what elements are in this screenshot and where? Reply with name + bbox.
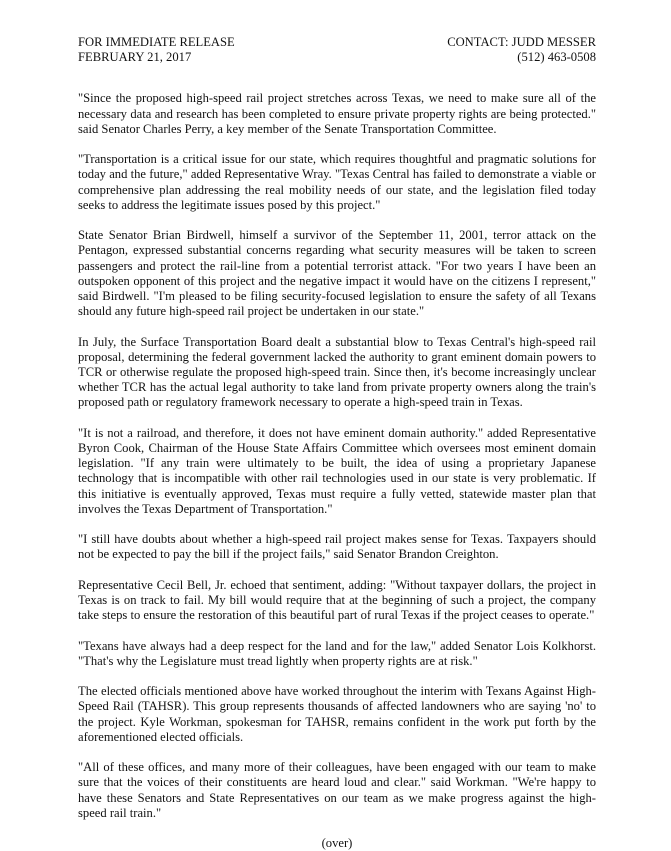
release-type: FOR IMMEDIATE RELEASE (78, 35, 235, 49)
paragraph-workman-quote: "All of these offices, and many more of their colleagues, have been engaged with our team to make sure that the voices of their constituents are heard loud and clear." said Workman. "We're happy to have these Senators and State Representatives on our team as we make progress against the high-speed rail train." (78, 760, 596, 820)
contact-phone: (512) 463-0508 (517, 50, 596, 65)
paragraph-kolkhorst-quote: "Texans have always had a deep respect for the land and for the law," added Senator Lois Kolkhorst. "That's why the Legislature must tread lightly when property rights are at risk." (78, 638, 596, 668)
release-date: FEBRUARY 21, 2017 (78, 50, 192, 65)
paragraph-stb-ruling: In July, the Surface Transportation Board dealt a substantial blow to Texas Central's high-speed rail proposal, determining the federal government lacked the authority to grant eminent domain powers to TCR or otherwise regulate the proposed high-speed train. Since then, it's become increasingly unclear whether TCR has the actual legal authority to take land from private property owners along the train's proposed path or regulatory framework necessary to operate a high-speed train in Texas. (78, 334, 596, 410)
paragraph-tahsr: The elected officials mentioned above have worked throughout the interim with Texans Against High-Speed Rail (TAHSR). This group represents thousands of affected landowners who are saying 'no' to the project. Kyle Workman, spokesman for TAHSR, remains confident in the work put forth by the aforementioned elected officials. (78, 684, 596, 744)
contact-info (447, 35, 596, 65)
continuation-note: (over) (321, 836, 353, 851)
paragraph-wray-quote: "Transportation is a critical issue for our state, which requires thoughtful and pragmatic solutions for today and the future," added Representative Wray. "Texas Central has failed to demonstrate a viable or comprehensive plan addressing the real mobility needs of our state, and the legislation filed today seeks to address the legitimate issues posed by this project." (78, 152, 596, 212)
paragraph-perry-quote: "Since the proposed high-speed rail project stretches across Texas, we need to make sure all of the necessary data and research has been completed to ensure private property rights are being protected." said Senator Charles Perry, a key member of the Senate Transportation Committee. (78, 91, 596, 136)
paragraph-bell-quote: Representative Cecil Bell, Jr. echoed that sentiment, adding: "Without taxpayer dollars, the project in Texas is on track to fail. My bill would require that at the beginning of such a project, the company take steps to ensure the restoration of this beautiful part of rural Texas if the project ceases to operate." (78, 577, 596, 623)
paragraph-birdwell-quote: State Senator Brian Birdwell, himself a survivor of the September 11, 2001, terror attack on the Pentagon, expressed substantial concerns regarding what security measures will be taken to screen passengers and protect the rail-line from a potential terrorist attack. "For two years I have been an outspoken opponent of this project and the negative impact it would have on the citizens I represent," said Birdwell. "I'm pleased to be filing security-focused legislation to ensure the safety of all Texans should any future high-speed rail project be undertaken in our state." (78, 228, 596, 319)
release-header (78, 35, 596, 65)
release-body (78, 91, 596, 821)
release-info (78, 35, 235, 65)
contact-name: CONTACT: JUDD MESSER (447, 35, 596, 49)
paragraph-cook-quote: "It is not a railroad, and therefore, it does not have eminent domain authority." added Representative Byron Cook, Chairman of the House State Affairs Committee which oversees most eminent domain legislation. "If any train were ultimately to be built, the idea of using a proprietary Japanese technology that is incompatible with other rail technologies used in our state is very problematic. If this initiative is eventually approved, Texas must require a fully vetted, statewide master plan that involves the Texas Department of Transportation." (78, 425, 596, 516)
press-release-page (78, 35, 596, 851)
paragraph-creighton-quote: "I still have doubts about whether a high-speed rail project makes sense for Texas. Taxpayers should not be expected to pay the bill if the project fails," said Senator Brandon Creighton. (78, 532, 596, 562)
